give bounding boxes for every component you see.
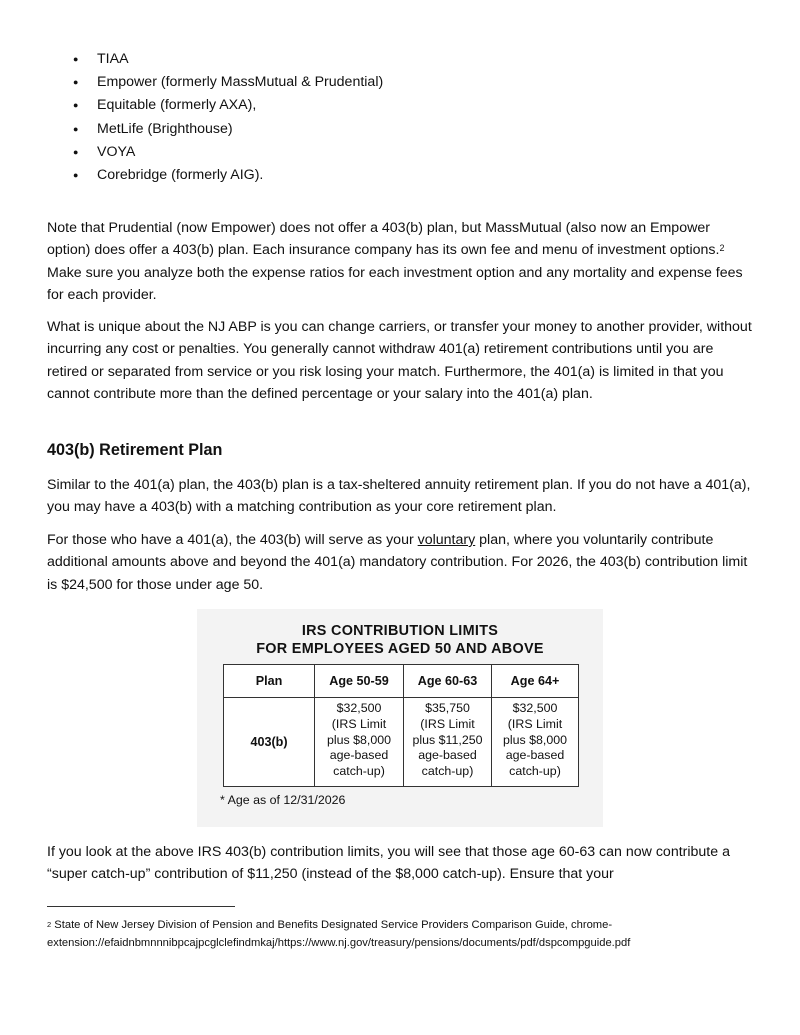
row-label: 403(b)	[224, 698, 315, 787]
cell-line: age-based	[329, 748, 389, 763]
cell-line: plus $8,000	[502, 732, 568, 747]
paragraph-text: plan, where you voluntarily contribute additional amounts above and beyond the 401(a) mandatory contribution. For 2026, the 403(b) contribution limit is $24,500 for those under age 50.	[47, 532, 748, 593]
figure-title-line-2: FOR EMPLOYEES AGED 50 AND ABOVE	[256, 641, 544, 657]
column-header: Age 50-59	[315, 665, 404, 698]
table-cell	[492, 698, 579, 787]
list-item: ● Empower (formerly MassMutual & Prudential)	[73, 71, 383, 94]
cell-line: $35,750	[425, 701, 470, 715]
column-header: Age 60-63	[404, 665, 492, 698]
cell-line: age-based	[418, 748, 477, 763]
paragraph-prudential-note	[47, 217, 755, 306]
footnote	[47, 917, 759, 952]
footnote-reference: 2	[719, 243, 725, 254]
provider-list	[73, 48, 383, 187]
paragraph-text: For those who have a 401(a), the 403(b) will serve as your	[47, 532, 418, 548]
paragraph-403b-similar: Similar to the 401(a) plan, the 403(b) plan is a tax-sheltered annuity retirement plan. If you do not have a 401(a), you may have a 403(b) with a matching contribution as your core retirement plan.	[47, 477, 751, 516]
paragraph-text: Note that Prudential (now Empower) does not offer a 403(b) plan, but MassMutual (also now an Empower option) does offer a 403(b) plan. Each insurance company has its own fee and menu of investment options.	[47, 220, 720, 259]
list-item: ● Corebridge (formerly AIG).	[73, 164, 383, 187]
cell-line: $32,500	[512, 701, 558, 715]
list-item: ● MetLife (Brighthouse)	[73, 118, 383, 141]
footnote-number: 2	[47, 920, 52, 929]
cell-line: age-based	[505, 748, 565, 763]
contribution-limits-table	[223, 664, 579, 787]
list-item: ● TIAA	[73, 48, 383, 71]
cell-line: plus $11,250	[412, 732, 483, 747]
cell-line: $32,500	[336, 701, 382, 715]
paragraph-text: Make sure you analyze both the expense ratios for each investment option and any mortality and expense fees for each provider.	[47, 264, 743, 303]
figure-note: * Age as of 12/31/2026	[220, 793, 346, 807]
table-cell	[404, 698, 492, 787]
irs-limits-figure	[197, 609, 603, 827]
cell-line: (IRS Limit	[331, 716, 387, 731]
paragraph-super-catch-up: If you look at the above IRS 403(b) contribution limits, you will see that those age 60-63 can now contribute a “super catch-up” contribution of $11,250 (instead of the $8,000 catch-up). Ensure that your	[47, 844, 730, 883]
underlined-word: voluntary	[417, 532, 476, 548]
footnote-divider	[47, 906, 235, 907]
figure-title-line-1: IRS CONTRIBUTION LIMITS	[301, 623, 499, 639]
table-header-row	[224, 665, 579, 698]
table-row	[224, 698, 579, 787]
cell-line: (IRS Limit	[420, 716, 475, 731]
footnote-text: State of New Jersey Division of Pension and Benefits Designated Service Providers Comparison Guide, chrome-extension://efaidnbmnnnibpcajpcglclefindmkaj/https://www.nj.gov/treasury/pensions/documents/pdf/dspcompguide.pdf	[47, 919, 631, 949]
paragraph-abp-unique: What is unique about the NJ ABP is you can change carriers, or transfer your money to another provider, without incurring any cost or penalties. You generally cannot withdraw 401(a) retirement contributions until you are retired or separated from service or you risk losing your match. Furthermore, the 401(a) is limited in that you cannot contribute more than the defined percentage or your salary into the 401(a) plan.	[47, 319, 752, 402]
cell-line: catch-up)	[333, 764, 385, 779]
column-header: Age 64+	[492, 665, 579, 698]
cell-line: (IRS Limit	[507, 716, 563, 731]
list-item: ● Equitable (formerly AXA),	[73, 94, 383, 117]
cell-line: catch-up)	[421, 764, 474, 779]
table-cell	[315, 698, 404, 787]
column-header: Plan	[224, 665, 315, 698]
paragraph-403b-voluntary	[47, 529, 755, 596]
cell-line: plus $8,000	[326, 732, 392, 747]
section-heading: 403(b) Retirement Plan	[47, 441, 223, 459]
list-item: ● VOYA	[73, 141, 383, 164]
cell-line: catch-up)	[509, 764, 561, 779]
